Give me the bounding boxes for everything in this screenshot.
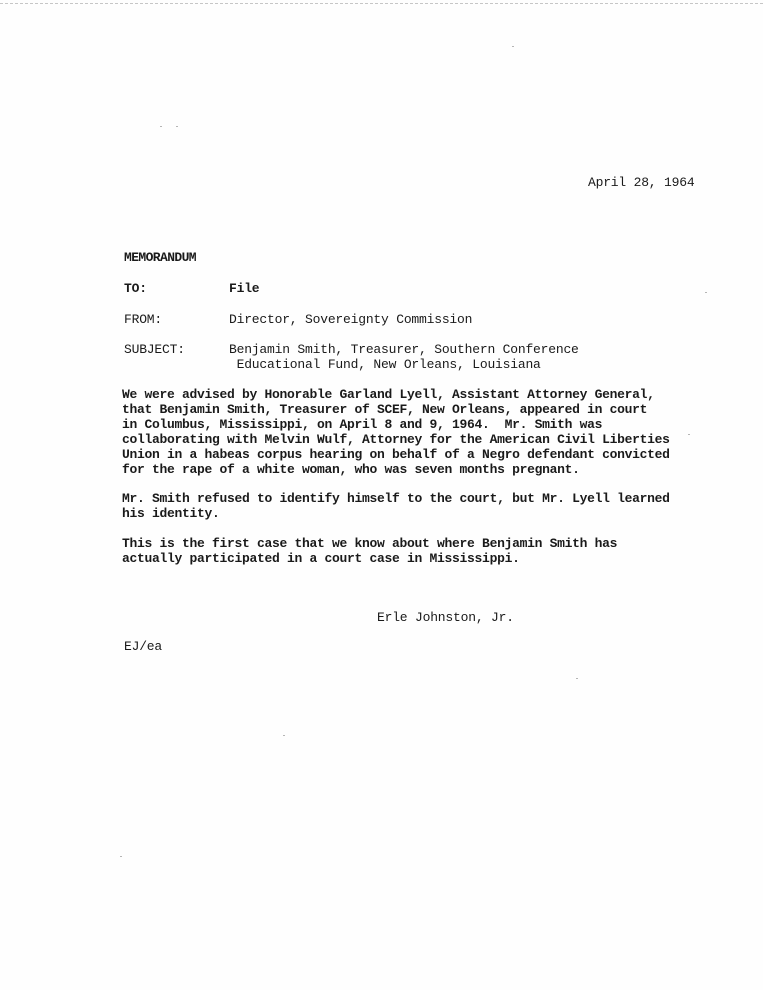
paragraph-line: This is the first case that we know about where Benjamin Smith has — [122, 536, 618, 551]
body-paragraph-3 — [122, 536, 682, 566]
paragraph-line: Union in a habeas corpus hearing on behalf of a Negro defendant convicted — [122, 447, 670, 462]
scan-speck — [576, 678, 578, 679]
paragraph-line: collaborating with Melvin Wulf, Attorney for the American Civil Liberties — [122, 432, 670, 447]
body-paragraph-2 — [122, 491, 682, 521]
paragraph-line: actually participated in a court case in Mississippi. — [122, 551, 520, 566]
to-label: TO: — [124, 281, 147, 296]
scan-edge-line — [0, 3, 763, 4]
memo-date: April 28, 1964 — [588, 175, 695, 190]
signature-name: Erle Johnston, Jr. — [377, 610, 514, 625]
scan-speck — [283, 735, 285, 736]
body-paragraph-1 — [122, 387, 682, 477]
subject-line-2: Educational Fund, New Orleans, Louisiana — [229, 357, 541, 372]
scan-speck — [160, 126, 162, 127]
subject-line-1: Benjamin Smith, Treasurer, Southern Conference — [229, 342, 579, 357]
paragraph-line: Mr. Smith refused to identify himself to the court, but Mr. Lyell learned — [122, 491, 670, 506]
scan-speck — [120, 856, 122, 857]
subject-label: SUBJECT: — [124, 342, 185, 357]
scan-speck — [176, 126, 178, 127]
paragraph-line: that Benjamin Smith, Treasurer of SCEF, New Orleans, appeared in court — [122, 402, 648, 417]
scan-speck — [512, 46, 514, 47]
typist-initials: EJ/ea — [124, 639, 163, 654]
paragraph-line: in Columbus, Mississippi, on April 8 and 9, 1964. Mr. Smith was — [122, 417, 603, 432]
paragraph-line: We were advised by Honorable Garland Lyell, Assistant Attorney General, — [122, 387, 655, 402]
to-value: File — [229, 281, 260, 296]
from-value: Director, Sovereignty Commission — [229, 312, 473, 327]
paragraph-line: his identity. — [122, 506, 220, 521]
scan-speck — [705, 292, 707, 293]
paragraph-line: for the rape of a white woman, who was seven months pregnant. — [122, 462, 580, 477]
from-label: FROM: — [124, 312, 163, 327]
memo-heading: MEMORANDUM — [124, 250, 197, 265]
scan-speck — [688, 434, 690, 435]
